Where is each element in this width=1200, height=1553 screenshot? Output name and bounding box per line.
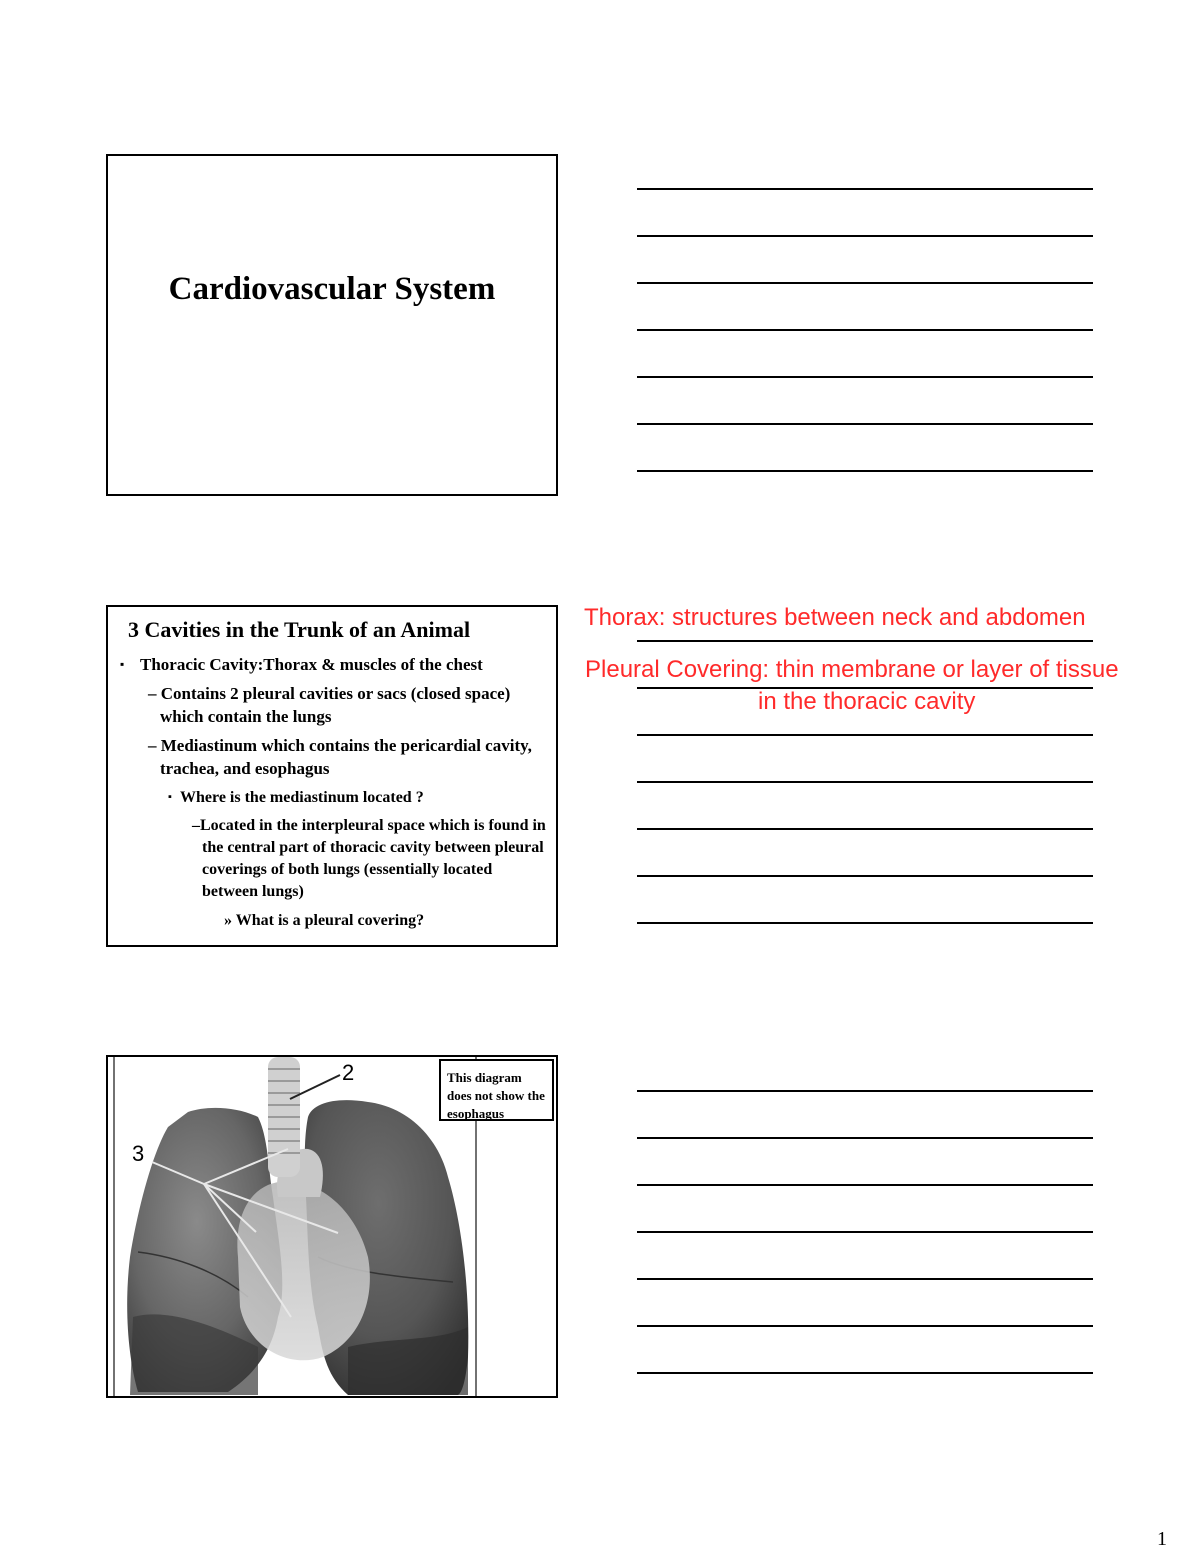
note-line	[637, 1278, 1093, 1280]
note-pleural-line1: Pleural Covering: thin membrane or layer of tissue	[585, 656, 1119, 683]
note-line	[637, 922, 1093, 924]
slide-3	[106, 1055, 558, 1398]
page-number: 1	[1157, 1528, 1167, 1550]
note-line	[637, 1090, 1093, 1092]
note-line	[637, 875, 1093, 877]
note-line	[637, 235, 1093, 237]
note-line	[637, 828, 1093, 830]
bullet-text: Where is the mediastinum located ?	[180, 789, 424, 806]
note-line	[637, 1372, 1093, 1374]
note-line	[637, 640, 1093, 642]
note-line	[637, 470, 1093, 472]
note-line	[637, 1184, 1093, 1186]
note-line	[637, 1325, 1093, 1327]
slide-title: Cardiovascular System	[168, 271, 496, 307]
note-line	[637, 329, 1093, 331]
bullet-level-3	[120, 786, 548, 809]
note-line	[637, 734, 1093, 736]
bullet-level-2: – Contains 2 pleural cavities or sacs (closed space) which contain the lungs	[148, 684, 511, 726]
note-line	[637, 282, 1093, 284]
note-line	[637, 1231, 1093, 1233]
note-line	[637, 376, 1093, 378]
diagram-callout: This diagram does not show the esophagus	[439, 1059, 554, 1121]
diagram-label-2: 2	[342, 1060, 355, 1085]
bullet-icon: ▪	[168, 791, 172, 803]
note-line	[637, 1137, 1093, 1139]
bullet-text: Thoracic Cavity:Thorax & muscles of the chest	[140, 655, 483, 674]
bullet-level-4: –Located in the interpleural space which is found in the central part of thoracic cavity between pleural coverings of both lungs (essentially located between lungs)	[192, 817, 546, 900]
slide-title: 3 Cavities in the Trunk of an Animal	[128, 617, 471, 642]
slide-1	[106, 154, 558, 496]
note-line	[637, 188, 1093, 190]
bullet-icon: ▪	[120, 657, 125, 671]
slide-body	[120, 653, 548, 932]
bullet-level-1	[120, 653, 548, 676]
note-thorax: Thorax: structures between neck and abdomen	[584, 604, 1086, 631]
note-line	[637, 423, 1093, 425]
bullet-level-2: – Mediastinum which contains the pericardial cavity, trachea, and esophagus	[148, 736, 532, 778]
note-line	[637, 781, 1093, 783]
bullet-level-5: » What is a pleural covering?	[224, 912, 425, 929]
diagram-label-3: 3	[132, 1141, 145, 1166]
note-pleural-line2: in the thoracic cavity	[758, 688, 976, 715]
slide-2	[106, 605, 558, 947]
